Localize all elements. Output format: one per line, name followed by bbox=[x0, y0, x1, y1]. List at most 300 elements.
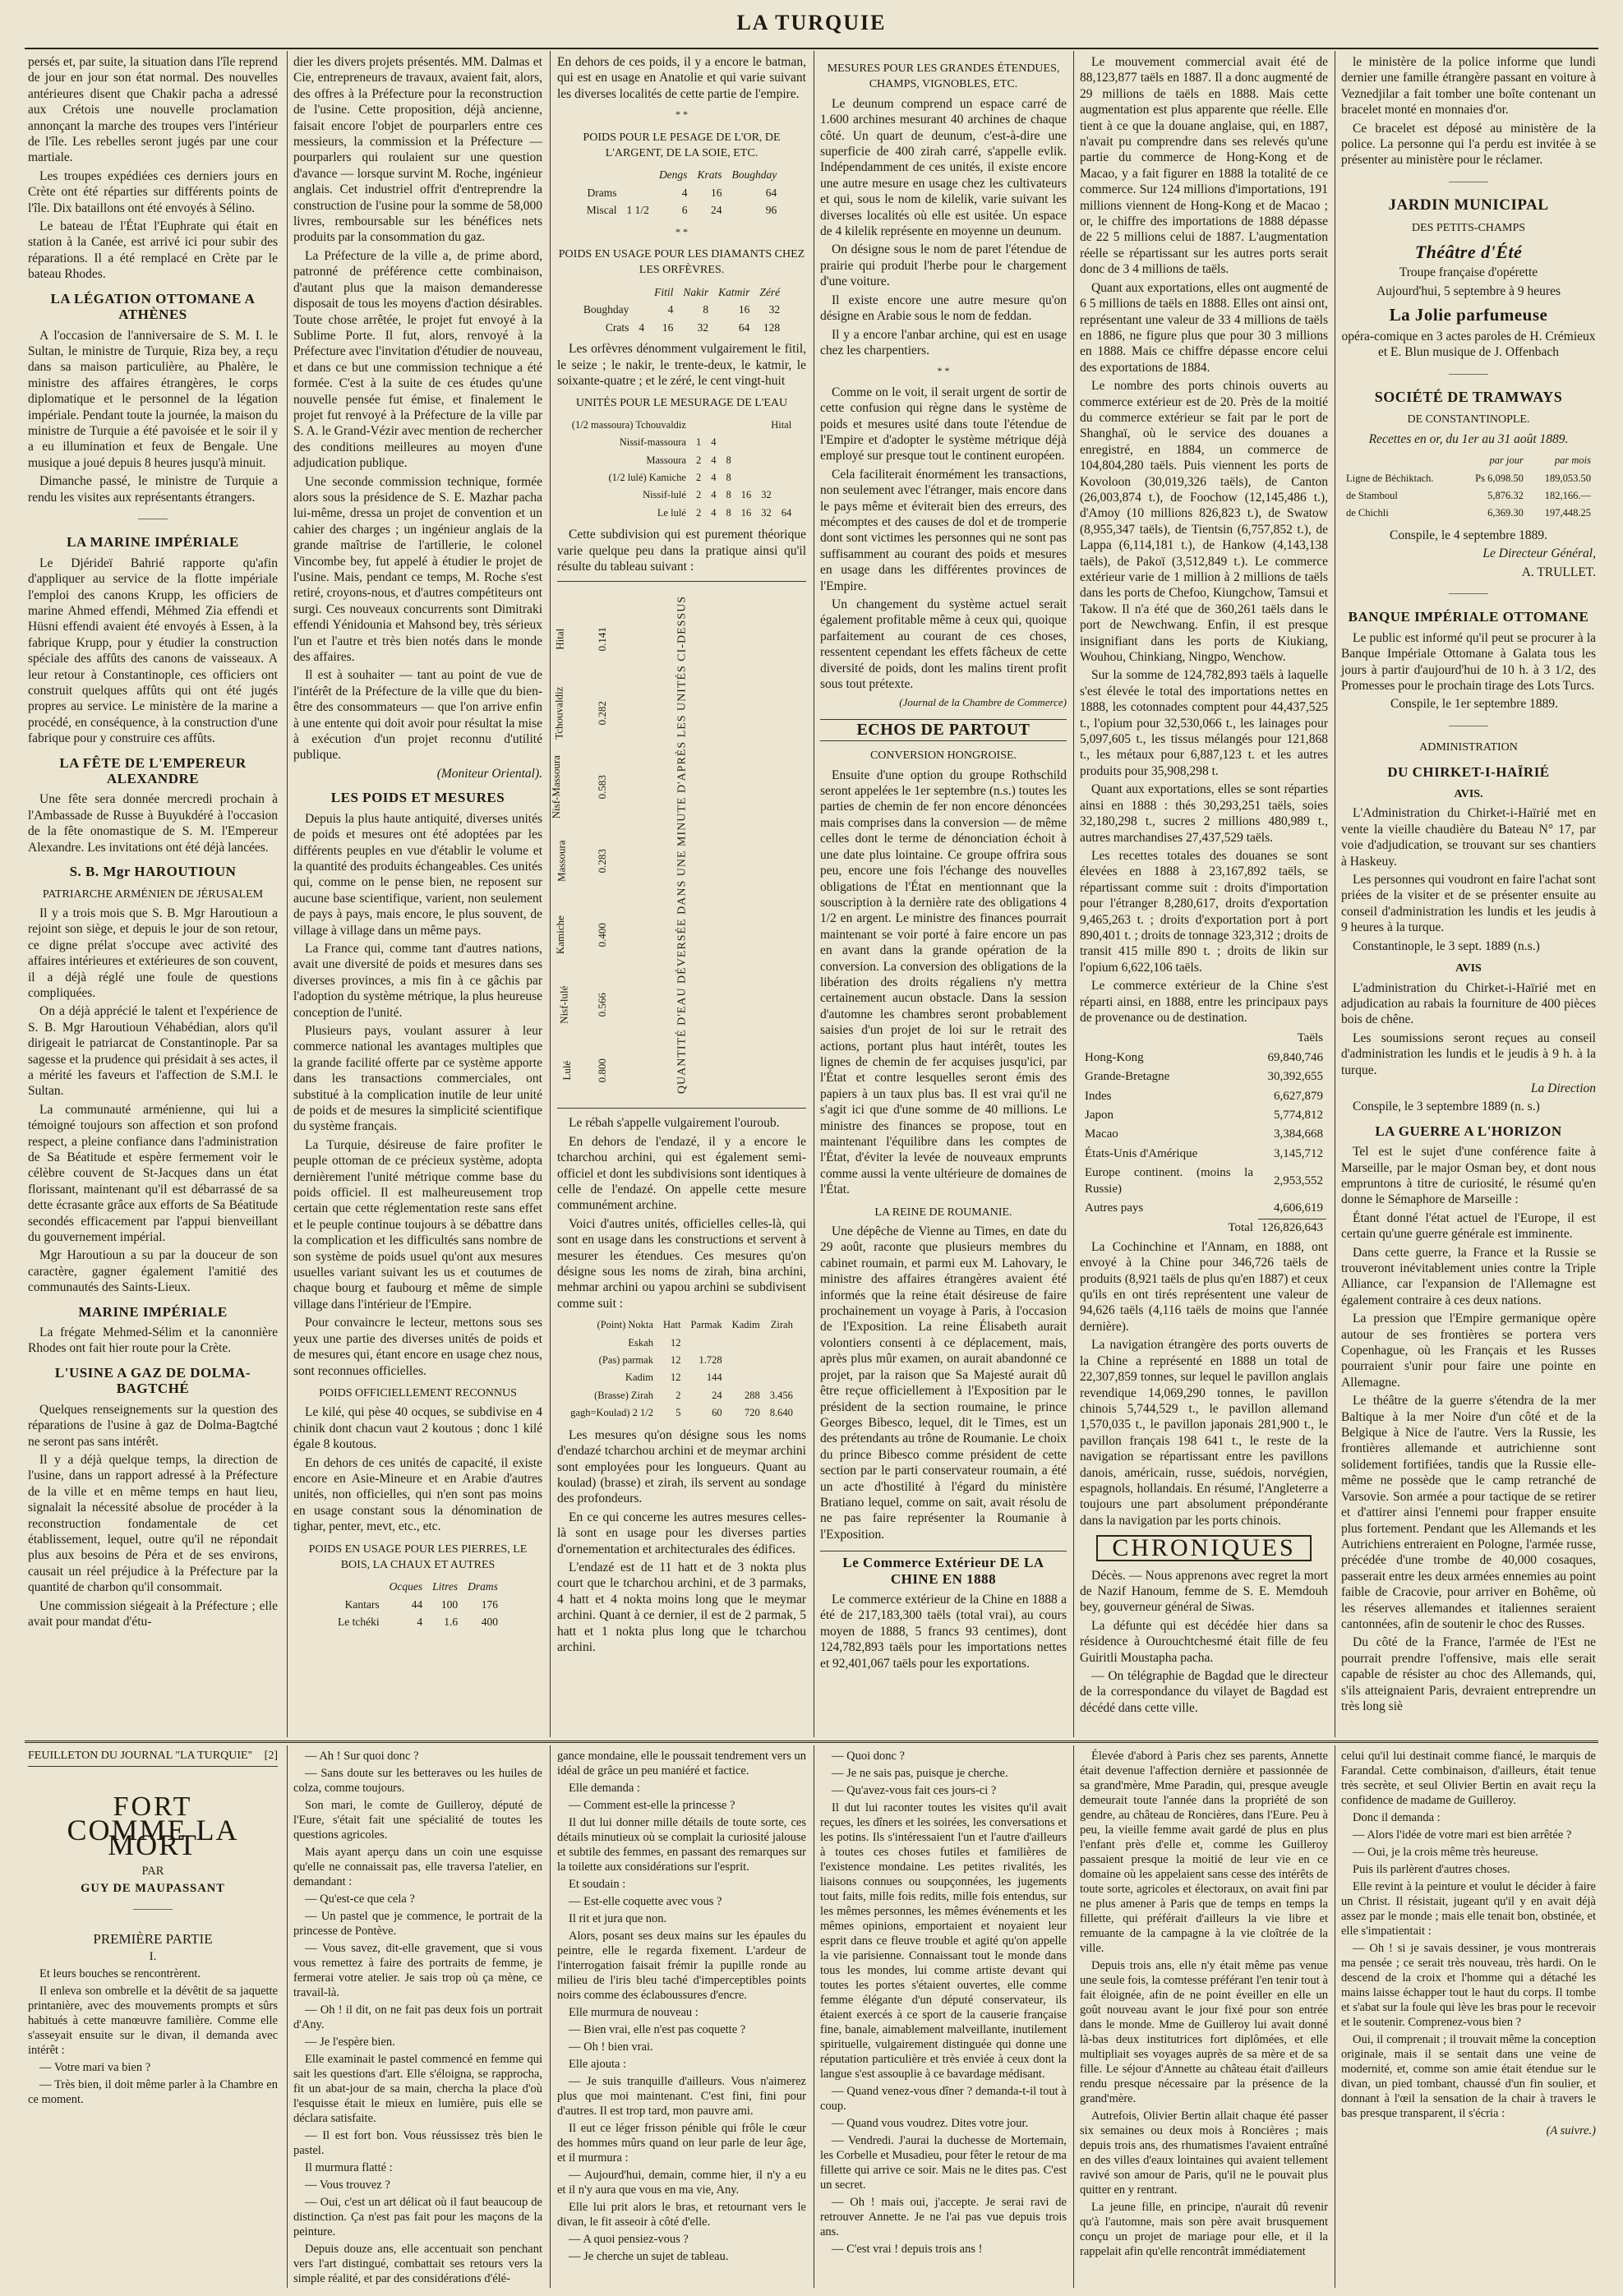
section-heading: MARINE IMPÉRIALE bbox=[78, 1303, 228, 1320]
separator: ——— bbox=[138, 511, 168, 523]
table-cell: 4 bbox=[711, 506, 717, 519]
table-cell: 2,953,552 bbox=[1274, 1173, 1323, 1187]
feuilleton-column-4 bbox=[820, 1749, 1067, 2283]
novel-paragraph: — Bien vrai, elle n'est pas coquette ? bbox=[569, 2023, 746, 2036]
table-header: Fitil bbox=[654, 285, 674, 298]
table-cell: 4 bbox=[711, 454, 717, 466]
table-cell: 5,774,812 bbox=[1274, 1109, 1323, 1122]
article-paragraph: La Direction bbox=[1530, 1081, 1596, 1095]
novel-paragraph: Elle ajouta : bbox=[569, 2058, 627, 2071]
table-cell: 32 bbox=[761, 489, 772, 501]
article-paragraph: Recettes en or, du 1er au 31 août 1889. bbox=[1368, 431, 1569, 446]
article-paragraph: Une dépêche de Vienne au Times, en date du 29 août, raconte que plusieurs membres du cabinet roumain, et parmi eux M. Lahovary, le ministre des affaires étrangères avaient été informés que la reine était désireuse de faire prochainement un voyage à Paris, à l'occasion de l'Exposition. La reine Élisabeth aurait volontiers consenti à ce déplacement, mais, après plus mûr examen, on aurait abandonné ce projet, par la raison que Sa Majesté aurait dû être reçue officiellement à l'Exposition par le président de la section roumaine, le prince Georges Bibesco, lequel, dit le Times, est un des prétendants au trône de Roumanie. Le choix du prince Bibesco comme président de cette section par le parti conservateur roumain, a été un acte d'hostilité à l'égard du ministère Bratiano lequel, comme on sait, avait résolu de ne pas faire représenter la Roumanie à l'Exposition. bbox=[820, 1224, 1067, 1542]
article-paragraph: Ensuite d'une option du groupe Rothschild seront appelées le 1er septembre (n.s.) toutes les parties de chemin de fer non encore dénoncées mais comprises dans la conversion — de même celles dont le terme de dénonciation échoit à une date plus lointaine. Ce groupe offrira sous peu, encore une fois l'échange des nouvelles obligations de l'État en mentionnant que la souscription à la dernière rate des obligations 4 1/2 en argent. Le ministre des finances pourrait maintenant se voir porté à faire encore un pas en avant dans la grande opération de la conversion. La conversion des obligations de la libération des droits régaliens n'y mettra certainement aucun obstacle. Dans la session d'automne les chambres seront probablement saisies d'un projet de loi sur le retrait des actions, portant plus haut intérêt, toutes les lignes de chemin de fer acquises jusqu'ici, par l'État et contre lesquelles seront émis des papiers à un taux plus bas. Il est vrai qu'il ne s'agit ici que d'une somme de 40 millions. Le ministre des finances se propose, tout en maintenant l'équilibre dans les comptes de l'État, d'éviter la levée de nouveaux emprunts comme aussi la vente ultérieure de domaines de l'État. bbox=[820, 768, 1067, 1197]
section-heading: BANQUE IMPÉRIALE OTTOMANE bbox=[1348, 609, 1589, 625]
article-paragraph: La pression que l'Empire germanique opère autour de ses frontières se portera vers Copenhague, où les Français et les Russes pourraient s'unir pour faire une pointe en Allemagne. bbox=[1341, 1312, 1596, 1390]
table-cell: 4 bbox=[711, 489, 717, 501]
table-cell: 4 bbox=[681, 186, 688, 199]
rotated-table-value: 0.583 bbox=[595, 775, 608, 800]
article-paragraph: Le mouvement commercial avait été de 88,123,877 taëls en 1887. Il a donc augmenté de 29 millions de taëls en 1888. Mais cette augmentation est plus apparente que réelle. Elle tient à ce que la douane anglaise, qui, en 1887, n'avait pu comprendre dans ses relevés qu'une partie du commerce de Hong-Kong et de Macao, y a fait figurer en 1888 la totalité de ce commerce. Sur 124 millions d'importations, 191 millions viennent de Hong-Kong et de Macao ; or, le chiffre des importations de 1888 dépasse de 22 5 millions celui de 1887. L'augmentation réelle se répartissant sur les autres ports serait donc de 3 4 millions de taëls. bbox=[1080, 55, 1328, 277]
section-subheading: PATRIARCHE ARMÉNIEN DE JÉRUSALEM bbox=[42, 888, 264, 901]
table-header: Drams bbox=[468, 1580, 498, 1593]
article-paragraph: Le Directeur Général, bbox=[1482, 546, 1596, 561]
article-paragraph: Il y a trois mois que S. B. Mgr Haroutioun a rejoint son siège, et depuis le jour de son retour, ce digne prélat s'occupe avec activité des affaires intérieures et extérieures de son couvent, il a déjà réglé une foule de questions compliquées. bbox=[28, 906, 278, 1000]
table-cell: 3,384,668 bbox=[1274, 1127, 1323, 1141]
novel-paragraph: — Sans doute sur les betteraves ou les huiles de colza, comme toujours. bbox=[293, 1767, 542, 1795]
article-paragraph: A. TRULLET. bbox=[1521, 565, 1596, 579]
table-cell: 1.728 bbox=[699, 1354, 722, 1367]
article-paragraph: — On télégraphie de Bagdad que le directeur de la correspondance du vilayet de Bagdad est décédé dans cette ville. bbox=[1080, 1669, 1328, 1715]
column-5 bbox=[1080, 54, 1328, 1736]
novel-paragraph: — Est-elle coquette avec vous ? bbox=[569, 1895, 722, 1908]
article-paragraph: persés et, par suite, la situation dans l'île reprend de jour en jour son état normal. Des nouvelles antérieures disent que Chakir pacha a adressé aux Crétois une nouvelle proclamation annonçant la marche des troupes vers l'intérieur de l'île. Les rebelles seront jugés par une cour martiale. bbox=[28, 55, 278, 165]
column-rule bbox=[550, 51, 551, 1737]
table-cell: 4,606,619 bbox=[1274, 1201, 1323, 1215]
novel-paragraph: — Oh ! si je savais dessiner, je vous montrerais ma pensée ; ce serait très nouveau, très hardi. On le descend de la croix et l'homme qui a détaché les mains laisse échapper tout le haut du corps. Il tombe et s'abat sur la foule qui lève les bras pour le recevoir et le soutenir. Comprenez-vous bien ? bbox=[1341, 1942, 1596, 2029]
table-cell: Crats bbox=[605, 320, 629, 334]
article-paragraph: Il y a encore l'anbar archine, qui est en usage chez les charpentiers. bbox=[820, 327, 1067, 357]
byline: PAR bbox=[141, 1865, 164, 1878]
novel-paragraph: — Oui, je la crois même très heureuse. bbox=[1353, 1846, 1538, 1859]
feuilleton-column-5 bbox=[1080, 1749, 1328, 2283]
table-cell: 128 bbox=[763, 320, 781, 334]
section-heading: LA MARINE IMPÉRIALE bbox=[67, 534, 239, 551]
masthead: LA TURQUIE bbox=[736, 11, 887, 35]
novel-paragraph: — Vous trouvez ? bbox=[305, 2178, 390, 2192]
table-cell: Le tchéki bbox=[338, 1616, 380, 1629]
table-cell: 64 bbox=[738, 320, 750, 334]
article-paragraph: Troupe française d'opérette bbox=[1399, 265, 1538, 280]
article-paragraph: Les orfèvres dénomment vulgairement le fitil, le seize ; le nakir, le trente-deux, le katmir, le soixante-quatre ; et le zéré, le cent vingt-huit bbox=[557, 342, 806, 388]
article-paragraph: La Cochinchine et l'Annam, en 1888, ont envoyé à la Chine pour 346,726 taëls de produits (8,921 taëls de plus qu'en 1887) et ceux qu'ils en ont tirés représentent une valeur de 94,626 taëls (4,116 taëls de moins que l'année dernière). bbox=[1080, 1239, 1328, 1334]
novel-paragraph: — Je ne sais pas, puisque je cherche. bbox=[832, 1767, 1008, 1780]
novel-paragraph: Son mari, le comte de Guilleroy, député de l'Eure, s'était fait une spécialité de toutes les questions agricoles. bbox=[293, 1799, 542, 1842]
column-4 bbox=[820, 54, 1067, 1736]
table-cell: 32 bbox=[768, 303, 781, 316]
separator: ———— bbox=[1449, 367, 1488, 379]
table-cell: Ligne de Béchiktach. bbox=[1346, 472, 1434, 484]
rotated-table-title: QUANTITÉ D'EAU DÉVERSÉE DANS UNE MINUTE D'APRÈS LES UNITÉS CI-DESSUS bbox=[675, 596, 688, 1095]
article-paragraph: Conspile, le 4 septembre 1889. bbox=[1390, 528, 1547, 542]
table-cell: 64 bbox=[781, 506, 792, 519]
table-header: Zéré bbox=[759, 285, 781, 298]
table-cell: 24 bbox=[710, 204, 722, 217]
article-paragraph: Le bateau de l'État l'Euphrate qui était en station à la Canée, est arrivé ici pour subir des réparations. Il a été remplacé en Crète par le bateau Rhodes. bbox=[28, 219, 278, 282]
table-cell: 64 bbox=[765, 186, 777, 199]
table-cell: Hatt bbox=[662, 1319, 681, 1331]
article-paragraph: Les personnes qui voudront en faire l'achat sont priées de la visiter et de se présenter ensuite au conseil d'administration les lundis et les jeudis à 9 heures à la turque. bbox=[1341, 873, 1596, 935]
novel-paragraph: Il murmura flatté : bbox=[305, 2161, 393, 2174]
table-header: Taëls bbox=[1297, 1031, 1323, 1045]
article-paragraph: Conspile, le 3 septembre 1889 (n. s.) bbox=[1353, 1100, 1540, 1114]
table-cell: 400 bbox=[481, 1616, 498, 1629]
article-paragraph: Quant aux exportations, elles ont augmenté de 6 5 millions de taëls en 1888. Elles ont ainsi ont, représentant une valeur de 33 4 millions de taëls en 1886, ne figure plus que pour 30 3 millions en 1888. Mais ce chiffre dépasse encore celui des exportations de 1884. bbox=[1080, 280, 1328, 375]
article-paragraph: Le kilé, qui pèse 40 ocques, se subdivise en 4 chinik dont chacun vaut 2 koutous ; donc 1 kilé égale 8 koutous. bbox=[293, 1405, 542, 1452]
table-cell: Miscal bbox=[586, 204, 617, 217]
novel-paragraph: Et soudain : bbox=[569, 1878, 626, 1891]
table-cell: Eskah bbox=[628, 1336, 653, 1349]
novel-paragraph: Depuis douze ans, elle accentuait son penchant vers l'art distingué, combattait ses retours vers la simple réalité, et par des considérations d'élé- bbox=[293, 2243, 542, 2285]
section-heading: L'USINE A GAZ DE DOLMA-BAGTCHÉ bbox=[54, 1364, 251, 1397]
novel-paragraph: Elle revint à la peinture et voulut le décider à faire un Christ. Il résistait, jugeant qu'il y en avait déjà assez par le monde ; mais elle tenait bon, obstinée, et elle s'impatientait : bbox=[1341, 1880, 1596, 1938]
article-paragraph: Tel est le sujet d'une conférence faite à Marseille, par le major Osman bey, et dont nous empruntons à titre de curiosité, le résumé qu'en donne le Sémaphore de Marseille : bbox=[1341, 1145, 1596, 1207]
tramway-table bbox=[1341, 452, 1596, 523]
feuilleton-column-3 bbox=[557, 1749, 806, 2283]
novel-paragraph: — Qu'est-ce que cela ? bbox=[305, 1893, 415, 1906]
table-header: Katmir bbox=[718, 285, 750, 298]
novel-paragraph: Il dut lui donner mille détails de toute sorte, ces détails minutieux où se complait la curiosité jalouse et subtile des femmes, en passant des remarques sur la toilette aux considérations sur l'esprit. bbox=[557, 1816, 806, 1874]
separator: * * bbox=[937, 365, 950, 377]
article-paragraph: Comme on le voit, il serait urgent de sortir de cette confusion qui règne dans le système de poids et mesures usité dans toute l'étendue de l'Empire et d'adopter le système métrique déjà employé sur presque tout le continent européen. bbox=[820, 385, 1067, 463]
table-cell: 2 bbox=[695, 471, 702, 483]
novel-paragraph: — Je suis tranquille d'ailleurs. Vous n'aimerez plus que moi maintenant. C'est fini, fini pour d'autres. Il est trop tard, mon pauvre ami. bbox=[557, 2075, 806, 2118]
table-cell: (Point) Nokta bbox=[597, 1319, 653, 1331]
article-paragraph: Une commission siégeait à la Préfecture ; elle avait pour mandat d'étu- bbox=[28, 1598, 278, 1629]
table-header: Dengs bbox=[658, 168, 688, 182]
article-paragraph: Une fête sera donnée mercredi prochain à l'Ambassade de Russe à Buyukdéré à l'occasion de la fête onomastique de S. M. l'Empereur Alexandre. Les invitations ont été déjà lancées. bbox=[28, 792, 278, 855]
section-heading: Le Commerce Extérieur DE LA CHINE EN 1888 bbox=[820, 1551, 1067, 1587]
table-cell: Nissif-massoura bbox=[619, 436, 686, 449]
feuilleton-column-6 bbox=[1341, 1749, 1596, 2283]
table-cell: (1/2 massoura) Tchouvaldiz bbox=[571, 418, 686, 431]
table-cell: (Pas) parmak bbox=[598, 1354, 653, 1367]
article-paragraph: En ce qui concerne les autres mesures celles-là sont en usage pour les diverses parties d'ornementation et architecturales des édifices. bbox=[557, 1510, 806, 1556]
table-cell: Kadim bbox=[731, 1319, 760, 1331]
article-paragraph: La navigation étrangère des ports ouverts de la Chine a représenté en 1888 un total de 22,307,859 tonnes, sur lequel le pavillon anglais revendique 14,069,290 tonnes, le pavillon chinois 5,744,529 t., le pavillon allemand 1,570,035 t., le pavillon japonais 281,900 t., le pavillon français 198 641 t., le reste de la navigation se répartissant entre les pavillons danois, américain, russe, suédois, norvégien, espagnols, hollandais. En résumé, l'Angleterre a toujours une part absolument prépondérante dans la navigation par les ports chinois. bbox=[1080, 1338, 1328, 1528]
table-cell: Hong-Kong bbox=[1085, 1050, 1144, 1064]
article-paragraph: Une seconde commission technique, formée alors sous la présidence de S. E. Mazhar pacha lui-même, dressa un projet de convention et un cahier des charges ; un ingénieur anglais de la grande maîtrise de l'artillerie, le colonel Vincombe bey, fut appelé à étudier le projet de l'usine. Mais, pendant ce temps, M. Roche s'est retiré, croyons-nous, et d'autres compétiteurs ont surgi. Ces nouveaux concurrents sont Dimitraki effendi Yénidounia et Mahsond bey, très sérieux l'un et l'autre et très bien notés dans le monde des affaires. bbox=[293, 474, 542, 665]
article-paragraph: Il est à souhaiter — tant au point de vue de l'intérêt de la Préfecture de la ville que du bien-être des consommateurs — que l'on arrive enfin à une entente qui doit avoir pour résultat la mise à exécution d'un projet reconnu d'utilité publique. bbox=[293, 668, 542, 763]
novel-paragraph: — Qu'avez-vous fait ces jours-ci ? bbox=[832, 1784, 997, 1797]
rotated-table-label: Hital bbox=[553, 629, 566, 651]
section-heading: DU CHIRKET-I-HAÏRIÉ bbox=[1387, 763, 1550, 780]
table-header: par mois bbox=[1554, 454, 1591, 467]
article-paragraph: Le théâtre de la guerre s'étendra de la mer Baltique à la mer Noire d'un côté et de la Belgique à Nice de l'autre. Vers la Russie, les frontières allemande et autrichienne sont solidement fortifiées, tandis que la Russie elle-même ne possède que le camp retranché de Varsovie. Son armée a pour tactique de se retirer et d'attirer ainsi l'ennemi pour frapper ensuite plus fortement. Pendant que les Allemands et les Autrichiens entreraient en Pologne, l'armée russe, précédée d'une trombe de 40,000 cosaques, passerait entre les deux armées ennemies au point faible de Cracovie, pour arriver en Bohême, où les réserves allemandes et italiennes seraient cantonnées, afin de soutenir le choc des Russes. bbox=[1341, 1394, 1596, 1631]
rotated-table-label: Nisf-Massoura bbox=[549, 755, 562, 819]
novel-paragraph: Il enleva son ombrelle et la dévêtit de sa jaquette printanière, avec des mouvements prompts et sûrs habitués à cette manœuvre familière. Comme elle s'asseyait ensuite sur le divan, il demanda avec intérêt : bbox=[28, 1985, 278, 2057]
novel-paragraph: Et leurs bouches se rencontrèrent. bbox=[39, 1967, 201, 1980]
table-cell: 3.456 bbox=[769, 1389, 793, 1401]
novel-paragraph: — Votre mari va bien ? bbox=[39, 2061, 151, 2074]
article-paragraph: Il existe encore une autre mesure qu'on désigne en Arabie sous le nom de feddan. bbox=[820, 293, 1067, 324]
table-cell: 2 bbox=[695, 454, 702, 466]
table-cell: 16 bbox=[738, 303, 750, 316]
separator: ———— bbox=[133, 1902, 173, 1914]
chapter-heading: I. bbox=[149, 1950, 157, 1963]
table-cell: 16 bbox=[740, 506, 752, 519]
units-table bbox=[565, 1316, 798, 1422]
table-cell: 12 bbox=[670, 1336, 681, 1349]
table-cell: 44 bbox=[411, 1598, 423, 1611]
section-subheading: LA REINE DE ROUMANIE. bbox=[874, 1206, 1012, 1219]
table-cell: 2 bbox=[695, 506, 702, 519]
article-paragraph: opéra-comique en 3 actes paroles de H. Crémieux et E. Blun musique de J. Offenbach bbox=[1341, 329, 1596, 360]
novel-title: FORT bbox=[113, 1791, 193, 1822]
article-paragraph: L'administration du Chirket-i-Haïrié met en adjudication au rabais la fourniture de 400 pièces bois de chêne. bbox=[1341, 980, 1596, 1027]
rotated-table-label: Tchouvaldiz bbox=[552, 687, 565, 740]
section-subheading: CONVERSION HONGROISE. bbox=[869, 749, 1017, 763]
table-header: Ocques bbox=[389, 1580, 423, 1593]
article-paragraph: Cette subdivision qui est purement théorique varie quelque peu dans la pratique ainsi qu'il résulte du tableau suivant : bbox=[557, 528, 806, 574]
article-paragraph: Ce bracelet est déposé au ministère de la police. La personne qui l'a perdu est invitée à se présenter au ministère pour le réclamer. bbox=[1341, 121, 1596, 168]
article-paragraph: Plusieurs pays, voulant assurer à leur commerce national les avantages multiples que la grande facilité offerte par ce système apporte dans les transactions commerciales, ont substitué à la complication inutile de leur unité de poids et de mesures la simplicité scientifique du système français. bbox=[293, 1023, 542, 1134]
article-paragraph: Dans cette guerre, la France et la Russie se trouveront inévitablement unies contre la Triple Alliance, car l'expansion de l'Allemagne est également contraire à ces deux nations. bbox=[1341, 1245, 1596, 1307]
table-cell: 1 1/2 bbox=[626, 204, 649, 217]
article-paragraph: A l'occasion de l'anniversaire de S. M. I. le Sultan, le ministre de Turquie, Riza bey, a reçu dans sa maison particulière, au Phalère, le ministre des affaires étrangères, le corps diplomatique et le personnel de la légation impériale. Pendant toute la journée, la maison du ministre de Turquie a été pavoisée et le soir il y a eu illumination et feux de Bengale. Une musique a joué depuis 8 heures jusqu'à minuit. bbox=[28, 328, 278, 470]
author: GUY DE MAUPASSANT bbox=[81, 1882, 225, 1895]
top-rule bbox=[25, 48, 1598, 49]
table-cell: 720 bbox=[744, 1407, 760, 1419]
chroniques-heading: CHRONIQUES bbox=[1096, 1535, 1312, 1561]
table-cell: 32 bbox=[697, 320, 709, 334]
table-cell: 126,826,643 bbox=[1258, 1219, 1326, 1237]
novel-paragraph: — Oh ! bien vrai. bbox=[569, 2040, 653, 2054]
rotated-table-value: 0.800 bbox=[595, 1058, 608, 1083]
article-paragraph: Le commerce extérieur de la Chine en 1888 a été de 217,183,300 taëls (total vrai), au cours moyen de 1888, 5 francs 93 centimes), dont 124,782,893 taëls pour les importations nettes et 92,401,067 taëls pour les exportations. bbox=[820, 1592, 1067, 1671]
novel-paragraph: Il rit et jura que non. bbox=[569, 1912, 667, 1925]
water-quantity-table bbox=[549, 581, 806, 1109]
article-paragraph: Dimanche passé, le ministre de Turquie a rendu les visites aux représentants étrangers. bbox=[28, 474, 278, 505]
table-cell: 69,840,746 bbox=[1267, 1050, 1323, 1064]
feuilleton-column-1 bbox=[28, 1749, 278, 2283]
table-cell: 4 bbox=[417, 1616, 423, 1629]
rotated-table-value: 0.400 bbox=[595, 923, 608, 947]
table-cell: 96 bbox=[765, 204, 777, 217]
rotated-table-value: 0.282 bbox=[595, 701, 608, 726]
article-paragraph: Du côté de la France, l'armée de l'Est ne pourrait prendre l'offensive, mais elle serait capable de résister au choc des Allemands, qui, s'ils atteignaient Paris, devraient entreprendre un très long siè bbox=[1341, 1635, 1596, 1713]
novel-paragraph: — Vous savez, dit-elle gravement, que si vous vous remettez à faire des portraits de femme, je fermerai votre atelier. Je sais trop où ça mène, ce travail-là. bbox=[293, 1942, 542, 1999]
table-cell: 189,053.50 bbox=[1544, 472, 1591, 484]
feuilleton-header: FEUILLETON DU JOURNAL "LA TURQUIE" bbox=[28, 1750, 253, 1762]
table-cell: Indes bbox=[1085, 1089, 1112, 1103]
table-cell: 8 bbox=[726, 489, 731, 501]
article-paragraph: En dehors de ces poids, il y a encore le batman, qui est en usage en Anatolie et qui varie suivant les diverses localités de cette partie de l'empire. bbox=[557, 55, 806, 101]
article-paragraph: Depuis la plus haute antiquité, diverses unités de poids et mesures ont été adoptées par les différents peuples en vue d'établir le volume et la quantité des produits échangeables. Ces unités qui, comme on le pense bien, ne reposent sur aucune base scientifique, varient, non seulement de pays à pays, mais encore, le plus souvent, de village à village dans un même pays. bbox=[293, 811, 542, 938]
table-cell: 60 bbox=[712, 1407, 722, 1419]
rotated-table-value: 0.283 bbox=[595, 849, 608, 874]
article-paragraph: Le Djérideï Bahrié rapporte qu'afin d'appliquer au service de la flotte impériale l'emploi des canons Krupp, les officiers de marine Ahmed effendi, Méhmed Zia effendi et Hüsni effendi avaient été envoyés à Essen, à la fabrique Krupp, pour y étudier la construction spéciale des affûts des canons de vaisseaux. A leur retour à Constantinople, ces officiers ont construit quelques affûts qui ont été jugés propres au service. Le ministère de la marine a procédé, en conséquence, à la construction d'une fabrique pour y construire ces affûts. bbox=[28, 556, 278, 746]
article-paragraph: Les troupes expédiées ces derniers jours en Crète ont été réparties sur différents points de l'île. Dix bataillons ont été envoyés à Sélino. bbox=[28, 168, 278, 215]
section-heading: LA GUERRE A L'HORIZON bbox=[1375, 1123, 1562, 1139]
article-paragraph: Aujourd'hui, 5 septembre à 9 heures bbox=[1376, 284, 1561, 298]
table-cell: 5 bbox=[675, 1407, 681, 1419]
table-cell: gagh=Koulad) 2 1/2 bbox=[570, 1407, 653, 1419]
table-cell: 8 bbox=[703, 303, 709, 316]
feuilleton-column-2 bbox=[293, 1749, 542, 2283]
table-cell: Hital bbox=[771, 418, 792, 431]
article-paragraph: La Turquie, désireuse de faire profiter le peuple ottoman de ce précieux système, adopta dernièrement l'unité métrique comme base du poids officiel. Il est malheureusement trop certain que cette réglementation reste sans effet et le peuple continue toujours à se débattre dans la complication et les difficultés sans nombre de son système de poids usuel qu'ont aux mesures usuelles variant suivant les us et coutumes de chaque bourg et faubourg et même de simple village dans l'intérieur de l'Empire. bbox=[293, 1137, 542, 1312]
novel-paragraph: Il eut ce léger frisson pénible qui frôle le cœur des hommes mûrs quand on leur parle de leur âge, et il murmura : bbox=[557, 2122, 806, 2165]
table-cell: 30,392,655 bbox=[1267, 1070, 1323, 1084]
article-paragraph: Le nombre des ports chinois ouverts au commerce extérieur est de 20. Près de la moitié du commerce extérieur se fait par le port de Shanghaï, où le service des douanes a enregistré, en 1884, un commerce de 104,804,280 taëls. Puis viennent les ports de Kovoloon (30,019,326 taëls), de Canton (26,003,874 t.), de Foochow (12,145,486 t.), d'Amoy (10 millions 826,823 t.), de Swatow (8,955,347 taëls), de Tientsin (6,757,852 t.), de Lappa (6,114,181 t.), de Hankow (4,143,138 taëls), de Pakoï (3,512,849 t.). Le commerce extérieur varie de 1 million à 2 millions de taëls dans les ports de Chefoo, Kiungchow, Tamsui et Takow. Il n'a été que de 360,261 taëls dans le port de Newchwang. Enfin, il est presque insignifiant dans les ports de Kiukiang, Wouhou, Chinkiang, Ningpo, Wenchow. bbox=[1080, 379, 1328, 665]
table-cell: Le lulé bbox=[657, 506, 686, 519]
table-cell: 1 bbox=[695, 436, 702, 449]
novel-paragraph: Alors, posant ses deux mains sur les épaules du peintre, elle le regarda fixement. L'ardeur de l'interrogation faisait frémir la pupille ronde au milieu de l'iris bleu taché d'imperceptibles points noirs comme des éclaboussures d'encre. bbox=[557, 1929, 806, 2002]
novel-paragraph: Autrefois, Olivier Bertin allait chaque été passer six semaines ou deux mois à Roncières ; mais depuis trois ans, des rhumatismes l'avaient entraîné en des villes d'eaux lointaines qui avaient tellement ravivé son amour de Paris, qu'il ne le pouvait plus quitter en y rentrant. bbox=[1080, 2109, 1328, 2197]
table-cell: Kantars bbox=[344, 1598, 380, 1611]
article-paragraph: le ministère de la police informe que lundi dernier une famille étrangère passant en voiture à Veznedjilar a fait tomber une boîte contenant un bracelet monté en monnaies d'or. bbox=[1341, 55, 1596, 118]
article-paragraph: Voici d'autres unités, officielles celles-là, qui sont en usage dans les constructions et servent à mesurer les étendues. Ces mesures qu'on désigne sous les noms de zirah, bina archini, mehmar archini ou yapou archini se subdivisent comme suit : bbox=[557, 1216, 806, 1311]
rotated-table-label: Nisf-lulé bbox=[557, 985, 570, 1025]
column-6 bbox=[1341, 54, 1596, 1736]
section-heading: LA FÊTE DE L'EMPEREUR ALEXANDRE bbox=[59, 754, 247, 787]
section-subheading: POIDS POUR LE PESAGE DE L'OR, DE L'ARGENT, DE LA SOIE, ETC. bbox=[583, 131, 781, 160]
source-credit: (Moniteur Oriental). bbox=[436, 766, 542, 781]
feuilleton-rule bbox=[25, 1740, 1598, 1743]
article-paragraph: La communauté arménienne, qui lui a témoigné toujours son affection et son profond respect, a pleine confiance dans l'administration de Sa Béatitude et espère fermement voir le célèbre couvent de St-Jacques dans un état florissant, maintenant qu'il est débarrassé de sa dette écrasante grâce aux efforts de Sa Béatitude secondés efficacement par l'appui bienveillant du gouvernement impérial. bbox=[28, 1102, 278, 1245]
article-paragraph: En dehors de l'endazé, il y a encore le tcharchou archini, qui est également semi-officiel et dont les subdivisions sont identiques à celle de l'endazé. On appelle cette mesure communément archine. bbox=[557, 1134, 806, 1213]
table-cell: (1/2 lulé) Kamiche bbox=[608, 471, 686, 483]
table-cell: États-Unis d'Amérique bbox=[1085, 1146, 1198, 1160]
table-cell: Boughday bbox=[583, 303, 629, 316]
novel-paragraph: Elle demanda : bbox=[569, 1782, 640, 1795]
novel-paragraph: — Alors l'idée de votre mari est bien arrêtée ? bbox=[1353, 1828, 1572, 1842]
table-cell: Drams bbox=[587, 186, 617, 199]
novel-paragraph: — Oh ! il dit, on ne fait pas deux fois un portrait d'Any. bbox=[293, 2003, 542, 2031]
novel-paragraph: Il dut lui raconter toutes les visites qu'il avait reçues, les dîners et les soirées, les conversations et les potins. Ils s'intéressaient l'un et l'autre d'ailleurs à toutes ces choses futiles et familières de l'existence mondaine. Les petites rivalités, les liaisons connues ou soupçonnées, les jugements tout faits, mille fois redits, mille fois entendus, sur les mêmes personnes, les mêmes événements et les mêmes opinions, emportaient et noyaient leur esprit dans ce fleuve trouble et agité qu'on appelle la vie parisienne. Connaissant tout le monde dans tous les mondes, lui comme artiste devant qui toutes les portes s'étaient ouvertes, elle comme femme élégante d'un député conservateur, ils étaient exercés à ce sport de la causerie française fine, banale, aimablement malveillante, inutilement spirituelle, vulgairement distinguée qui donne une réputation particulière et très enviée à ceux dont la langue s'est assouplie à ce bavardage médisant. bbox=[820, 1801, 1067, 2081]
novel-paragraph: — Très bien, il doit même parler à la Chambre en ce moment. bbox=[28, 2078, 278, 2106]
rotated-table-value: 0.141 bbox=[595, 627, 608, 652]
table-cell: Autres pays bbox=[1085, 1201, 1144, 1215]
article-paragraph: dier les divers projets présentés. MM. Dalmas et Cie, entrepreneurs de travaux, avaient fait, alors, des offres à la Préfecture pour la reconstruction de l'usine. Cette proposition, déjà ancienne, faisait encore l'objet de pourparlers entre ces messieurs, la commission et la Préfecture — pourparlers qui roulaient sur une question d'avance — lorsque survint M. Roche, ingénieur anglais. Cet industriel offrit d'entreprendre la construction de l'usine pour la somme de 58,000 livres, remboursable sur les bénéfices nets produits par la consommation du gaz. bbox=[293, 55, 542, 245]
table-cell: 8 bbox=[726, 454, 731, 466]
column-rule bbox=[550, 1745, 551, 2288]
table-cell: 4 bbox=[711, 471, 717, 483]
article-paragraph: On désigne sous le nom de paret l'étendue de prairie qui produit l'herbe pour le chargement d'une voiture. bbox=[820, 242, 1067, 289]
table-cell: 32 bbox=[761, 506, 772, 519]
units-table bbox=[582, 166, 782, 219]
section-subheading: DE CONSTANTINOPLE. bbox=[1407, 413, 1530, 426]
table-header: Boughday bbox=[731, 168, 777, 182]
table-cell: 2 bbox=[695, 489, 702, 501]
novel-paragraph: — Je l'espère bien. bbox=[305, 2036, 395, 2049]
section-heading: LA LÉGATION OTTOMANE A ATHÈNES bbox=[50, 290, 256, 323]
table-cell: 24 bbox=[712, 1389, 722, 1401]
table-cell: 6,369.30 bbox=[1487, 507, 1524, 519]
rotated-table-label: Massoura bbox=[555, 840, 568, 883]
separator: ———— bbox=[1449, 718, 1488, 731]
table-cell: 197,448.25 bbox=[1544, 507, 1591, 519]
table-cell: Total bbox=[1228, 1220, 1253, 1234]
units-table bbox=[579, 284, 785, 336]
section-subheading: POIDS OFFICIELLEMENT RECONNUS bbox=[319, 1386, 517, 1399]
section-heading: JARDIN MUNICIPAL bbox=[1388, 196, 1549, 214]
table-cell: 6,627,879 bbox=[1274, 1089, 1323, 1103]
table-cell: 1.6 bbox=[444, 1616, 459, 1629]
article-paragraph: Conspile, le 1er septembre 1889. bbox=[1390, 697, 1559, 712]
rotated-table-label: Lulé bbox=[560, 1061, 574, 1081]
article-paragraph: Quelques renseignements sur la question des réparations de l'usine à gaz de Dolma-Bagtché ne seront pas sans intérêt. bbox=[28, 1402, 278, 1449]
novel-paragraph: La jeune fille, en principe, n'aurait dû revenir qu'à l'automne, mais son père avait brusquement conçu un projet de mariage pour elle, et il la rappelait afin qu'elle rencontrât immédiatement bbox=[1080, 2201, 1328, 2258]
table-cell: 12 bbox=[670, 1354, 681, 1367]
article-paragraph: Pour convaincre le lecteur, mettons sous ses yeux une partie des diverses unités de poids et de mesures qui, étant encore en usage chez nous, sont reconnues officielles. bbox=[293, 1316, 542, 1378]
part-heading: PREMIÈRE PARTIE bbox=[93, 1931, 213, 1947]
article-paragraph: Les soumissions seront reçues au conseil d'administration les lundis et le jeudis à 9 h. à la turque. bbox=[1341, 1030, 1596, 1077]
novel-paragraph: Oui, il comprenait ; il trouvait même la conception originale, mais il se sentait dans une veine de modernité, et, comme son amie était étendue sur le divan, un pied tombant, chaussé d'un fin soulier, et donnant à l'œil la sensation de la chair à travers le bas presque transparent, il s'écria : bbox=[1341, 2033, 1596, 2120]
article-paragraph: Le commerce extérieur de la Chine s'est réparti ainsi, en 1888, entre les principaux pays de provenance ou de destination. bbox=[1080, 979, 1328, 1025]
article-paragraph: L'endazé est de 11 hatt et de 3 nokta plus court que le tcharchou archini, et de 3 parmaks, 4 hatt et 4 nokta moins long que le meymar archini. Quant à ce dernier, il est de 2 parmak, 5 hatt et 1 nokta plus long que le tcharchou archini. bbox=[557, 1560, 806, 1654]
table-cell: 5,876.32 bbox=[1487, 489, 1524, 501]
novel-paragraph: — C'est vrai ! depuis trois ans ! bbox=[832, 2243, 983, 2256]
article-paragraph: Sur la somme de 124,782,893 taëls à laquelle s'est élevée le total des importations nettes en 1888, les cotonnades comptent pour 44,437,525 t., l'opium pour 32,530,066 t., les lainages pour 5,097,605 t., les tissus mélangés pour 121,868 t., les métaux pour 6,887,123 t. et les autres produits pour 35,908,298 t. bbox=[1080, 668, 1328, 778]
column-1 bbox=[28, 54, 278, 1736]
article-paragraph: Constantinople, le 3 sept. 1889 (n.s.) bbox=[1353, 938, 1540, 953]
table-cell: 4 bbox=[667, 303, 674, 316]
table-cell: 4 bbox=[711, 436, 717, 449]
article-paragraph: Il y a déjà quelque temps, la direction de l'usine, dans un rapport adressé à la Préfecture de la ville et en même temps en haut lieu, signalait la nécessité absolue de procéder à la reconstruction fondamentale de cet établissement, lequel, outre qu'il ne répondait plus aux besoins de Péra et de ses environs, causait un réel préjudice à la Préfecture par la quantité de charbon qu'il consommait. bbox=[28, 1452, 278, 1595]
column-2 bbox=[293, 54, 542, 1736]
table-cell: 182,166.— bbox=[1544, 489, 1591, 501]
novel-paragraph: Puis ils parlèrent d'autres choses. bbox=[1353, 1863, 1510, 1876]
novel-paragraph: Elle lui prit alors le bras, et retournant vers le divan, le fit asseoir à côté d'elle. bbox=[557, 2201, 806, 2229]
source-credit: (Journal de la Chambre de Commerce) bbox=[899, 696, 1067, 709]
table-cell: 3,145,712 bbox=[1274, 1146, 1323, 1160]
table-cell: de Chichli bbox=[1346, 507, 1389, 519]
section-subheading: DES PETITS-CHAMPS bbox=[1411, 221, 1526, 234]
article-paragraph: Les recettes totales des douanes se sont élevées en 1888 à 23,167,892 taëls, se répartissant comme suit : droits d'importation pour l'étranger 8,280,617, droits d'exportation 9,465,263 t. ; droits d'exportation port à port 890,401 t. ; droits de tonnage 323,312 ; droits de transit 415 mille 890 t. ; droits de likin sur l'opium 6,622,106 taëls. bbox=[1080, 848, 1328, 975]
novel-paragraph: celui qu'il lui destinait comme fiancé, le marquis de Farandal. Cette combinaison, d'ailleurs, était tenue très secrète, et seul Olivier Bertin en avait reçu la confidence de madame de Guilleroy. bbox=[1341, 1750, 1596, 1807]
novel-paragraph: — Oh ! mais oui, j'accepte. Je serai ravi de retrouver Annette. Je ne l'ai pas vue depuis trois ans. bbox=[820, 2196, 1067, 2238]
novel-paragraph: — Oui, c'est un art délicat où il faut beaucoup de distinction. Ça n'est pas fait pour les maçons de la peinture. bbox=[293, 2196, 542, 2238]
table-cell: 6 bbox=[681, 204, 688, 217]
novel-paragraph: Élevée d'abord à Paris chez ses parents, Annette était devenue l'affection dernière et passionnée de sa grand'mère, Mme Paradin, qui, presque aveugle demeurait toute l'année dans la propriété de son gendre, au château de Roncières, dans l'Eure. Peu à peu, la vieille femme avait gardé de plus en plus l'enfant près d'elle et, comme les Guilleroy passaient presque la moitié de leur vie en ce domaine où les appelaient sans cesse des intérêts de toute sorte, agricoles et électoraux, on avait fini par ne plus amener à Paris que de temps en temps la fillette, qui préférait d'ailleurs la vie libre et remuante de la campagne à la vie cloîtrée de la ville. bbox=[1080, 1750, 1328, 1955]
table-cell: 8 bbox=[726, 506, 731, 519]
table-header: Litres bbox=[432, 1580, 459, 1593]
article-paragraph: Étant donné l'état actuel de l'Europe, il est certain qu'une guerre générale est imminente. bbox=[1341, 1210, 1596, 1242]
section-heading: La Jolie parfumeuse bbox=[1389, 305, 1548, 325]
section-heading: LES POIDS ET MESURES bbox=[330, 790, 505, 806]
article-paragraph: La frégate Mehmed-Sélim et la canonnière Rhodes ont fait hier route pour la Crète. bbox=[28, 1326, 278, 1356]
table-cell: Ps 6,098.50 bbox=[1475, 472, 1524, 484]
table-cell: Zirah bbox=[770, 1319, 793, 1331]
table-cell: 8 bbox=[726, 471, 731, 483]
table-cell: Nissif-lulé bbox=[643, 489, 686, 501]
table-cell: Macao bbox=[1085, 1127, 1118, 1141]
units-table bbox=[333, 1578, 503, 1630]
table-cell: 144 bbox=[706, 1372, 722, 1384]
table-cell: 16 bbox=[710, 186, 722, 199]
novel-paragraph: — Vendredi. J'aurai la duchesse de Mortemain, les Corbelle et Musadieu, pour fêter le retour de ma fillette qui arrive ce soir. Mais ne le dites pas. C'est un secret. bbox=[820, 2134, 1067, 2192]
article-paragraph: Les mesures qu'on désigne sous les noms d'endazé tcharchou archini et de meymar archini sont employées pour les longueurs. Quant au koulad) (brasse) et zirah, ils servent au sondage des profondeurs. bbox=[557, 1427, 806, 1506]
table-header: par jour bbox=[1489, 454, 1524, 467]
rotated-table-label: Kamiche bbox=[553, 915, 566, 955]
section-subheading: ADMINISTRATION bbox=[1419, 741, 1518, 754]
novel-paragraph: — Comment est-elle la princesse ? bbox=[569, 1799, 735, 1812]
novel-paragraph: — Ah ! Sur quoi donc ? bbox=[305, 1750, 419, 1763]
article-paragraph: Le deunum comprend un espace carré de 1.600 archines mesurant 40 archines de chaque côté. Un quart de deunum, c'est-à-dire une superficie de 400 zirah carré, s'appelle evlik. Indépendamment de ces unités, il existe encore une autre mesure en usage chez les cultivateurs et qui, sous le nom de kilelik, varie suivant les diverses localités où elle est usitée. Un espace de 4 kilelik représente en moyenne un deunum. bbox=[820, 96, 1067, 239]
table-header: Krats bbox=[697, 168, 722, 182]
section-heading: SOCIÉTÉ DE TRAMWAYS bbox=[1374, 388, 1563, 405]
article-paragraph: Le public est informé qu'il peut se procurer à la Banque Impériale Ottomane à Galata tous les jours à partir d'aujourd'hui de 10 h. à 3 1/2, des Promesses pour le prochain tirage des Lots Turcs. bbox=[1341, 630, 1596, 693]
novel-paragraph: Elle murmura de nouveau : bbox=[569, 2006, 699, 2019]
section-subheading: MESURES POUR LES GRANDES ÉTENDUES, CHAMPS, VIGNOBLES, ETC. bbox=[827, 62, 1060, 91]
table-cell: Parmak bbox=[690, 1319, 722, 1331]
separator: ———— bbox=[1449, 174, 1488, 187]
novel-paragraph: — Il est fort bon. Vous réussissez très bien le pastel. bbox=[293, 2129, 542, 2157]
table-header: Nakir bbox=[683, 285, 709, 298]
section-subheading: POIDS EN USAGE POUR LES DIAMANTS CHEZ LES ORFÈVRES. bbox=[558, 248, 805, 277]
novel-paragraph: — Aujourd'hui, demain, comme hier, il n'y a eu et il n'y aura que vous en ma vie, Any. bbox=[557, 2169, 806, 2197]
table-cell: 176 bbox=[481, 1598, 498, 1611]
table-cell: 100 bbox=[440, 1598, 459, 1611]
table-cell: 12 bbox=[670, 1372, 681, 1384]
section-subheading: POIDS EN USAGE POUR LES PIERRES, LE BOIS, LA CHAUX ET AUTRES bbox=[308, 1542, 528, 1571]
novel-paragraph: Mais ayant aperçu dans un coin une esquisse qu'elle ne connaissait pas, elle traversa l'atelier, en demandant : bbox=[293, 1846, 542, 1888]
table-cell: 288 bbox=[744, 1389, 760, 1401]
units-table bbox=[567, 417, 796, 522]
novel-paragraph: Donc il demanda : bbox=[1353, 1811, 1441, 1824]
article-paragraph: Mgr Haroutioun a su par la douceur de son caractère, gagner également l'amitié des communautés des Saints-Lieux. bbox=[28, 1248, 278, 1295]
